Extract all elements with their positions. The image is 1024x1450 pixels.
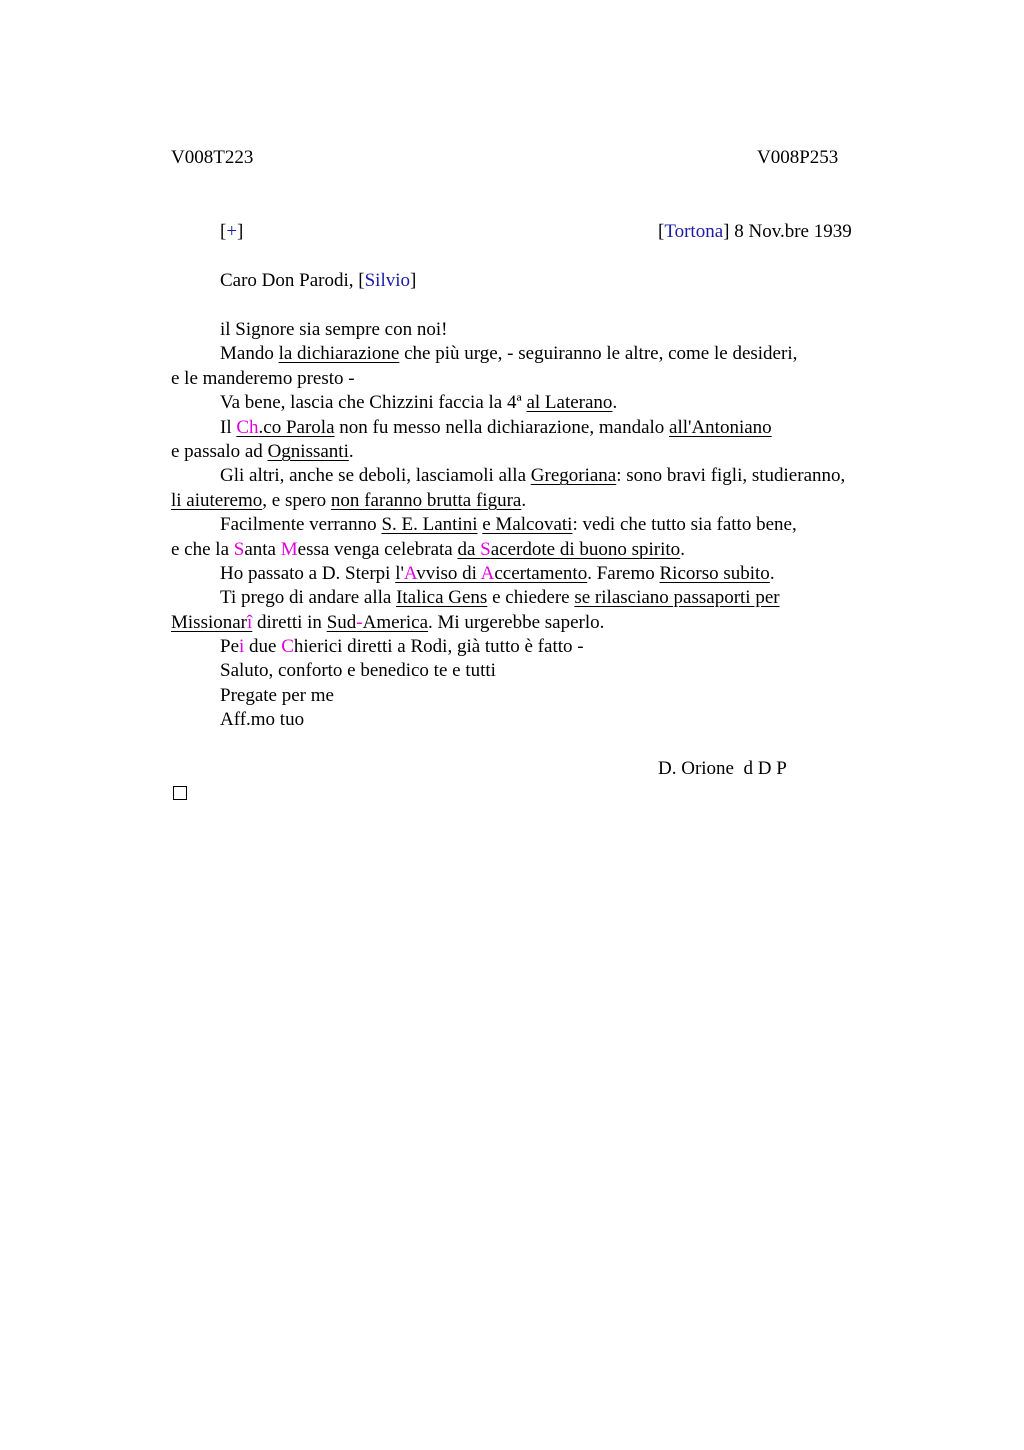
text-line: Aff.mo tuo — [220, 709, 305, 731]
text: Ti prego di andare alla — [220, 587, 397, 609]
checkbox-icon — [173, 786, 187, 800]
text-line — [171, 440, 931, 464]
text-line — [171, 464, 931, 488]
cross-text: + — [226, 221, 238, 242]
underlined-text: li aiuteremo — [171, 489, 263, 511]
text: vviso di — [416, 562, 481, 584]
text-line: il Signore sia sempre con noi! — [220, 319, 448, 340]
text: Missionar — [171, 611, 247, 633]
text: Gli altri, anche se deboli, lasciamoli alla — [220, 465, 531, 487]
underlined-text: Ognissanti — [267, 440, 349, 462]
text-line — [171, 562, 931, 586]
correction-text: S — [480, 538, 491, 560]
correction-text: i — [239, 636, 245, 658]
salutation — [220, 270, 416, 292]
recipient-name: Silvio — [364, 270, 410, 291]
text-line — [171, 342, 931, 366]
text: non fu messo nella dichiarazione, mandalo — [334, 416, 670, 438]
underlined-text: Ricorso subito — [659, 562, 770, 584]
underlined-text: Italica Gens — [396, 587, 488, 609]
text: . Mi urgerebbe saperlo. — [428, 611, 605, 633]
text: . — [612, 392, 618, 414]
correction-text: A — [480, 562, 495, 584]
underlined-text: Gregoriana — [530, 465, 617, 487]
text: , e spero — [262, 489, 331, 511]
underlined-text: all'Antoniano — [669, 416, 772, 438]
text: . Faremo — [587, 562, 660, 584]
underlined-text — [236, 417, 334, 438]
underlined-text: S. E. Lantini — [381, 514, 478, 536]
text: hierici diretti a Rodi, già tutto è fatto - — [293, 636, 584, 658]
text: essa venga celebrata — [297, 538, 458, 560]
text-line: Saluto, conforto e benedico te e tutti — [220, 660, 496, 682]
text: Pe — [220, 636, 239, 658]
text: . — [348, 440, 354, 462]
bracket: ] — [723, 221, 730, 242]
text: da — [457, 538, 481, 560]
underlined-text: non faranno brutta figura — [330, 489, 522, 511]
signature: D. Orione d D P — [658, 758, 787, 779]
text-line — [171, 538, 931, 562]
text: . — [680, 538, 685, 560]
text: . — [521, 489, 527, 511]
text: Va bene, lascia che Chizzini faccia la 4ª — [220, 392, 527, 414]
text: Ho passato a D. Sterpi — [220, 562, 396, 584]
correction-text: M — [280, 538, 298, 560]
text-line — [171, 635, 931, 659]
text: e passalo ad — [171, 440, 268, 462]
bracket: ] — [410, 270, 417, 291]
text-line — [171, 586, 931, 610]
text-line — [171, 416, 931, 440]
left-code: V008T223 — [171, 147, 254, 168]
bracket: [ — [658, 221, 665, 242]
bracket: [ — [358, 270, 365, 291]
text: ccertamento — [494, 562, 588, 584]
text-line — [171, 489, 931, 513]
text: .co Parola — [258, 416, 335, 438]
underlined-text — [171, 612, 252, 633]
text: Facilmente verranno — [220, 514, 382, 536]
text-line: e le manderemo presto - — [171, 367, 355, 389]
text: acerdote di buono spirito — [490, 538, 681, 560]
text: e chiedere — [487, 587, 575, 609]
correction-text: - — [356, 611, 363, 633]
correction-text: Ch — [236, 416, 259, 438]
text-line — [171, 513, 931, 537]
underlined-text — [457, 539, 680, 560]
text: Mando — [220, 343, 279, 365]
correction-text: C — [281, 636, 294, 658]
text: Sud — [326, 611, 357, 633]
text: . — [769, 562, 775, 584]
letter-date: 8 Nov.bre 1939 — [729, 221, 852, 242]
underlined-text: e Malcovati — [482, 514, 573, 536]
place-date — [658, 221, 852, 243]
letter-body — [171, 318, 931, 733]
text-line: Pregate per me — [220, 684, 334, 706]
text-line — [171, 611, 931, 635]
text: anta — [244, 538, 281, 560]
text: che più urge, - seguiranno le altre, come le desideri, — [399, 343, 798, 365]
text: e che la — [171, 538, 234, 560]
underlined-text: se rilasciano passaporti per — [574, 587, 780, 609]
text: : vedi che tutto sia fatto bene, — [572, 514, 797, 536]
text: : sono bravi figli, studieranno, — [616, 465, 846, 487]
text: Il — [220, 416, 237, 438]
right-code: V008P253 — [757, 147, 839, 168]
salutation-text: Caro Don Parodi, — [220, 270, 359, 291]
underlined-text: la dichiarazione — [278, 343, 400, 365]
text-line — [171, 391, 931, 415]
correction-text: î — [247, 611, 253, 633]
text: diretti in — [252, 611, 327, 633]
text: l' — [395, 562, 404, 584]
underlined-text — [395, 563, 587, 584]
text: due — [244, 636, 282, 658]
text: America — [362, 611, 428, 633]
correction-text: A — [403, 562, 417, 584]
place-name: Tortona — [664, 221, 724, 242]
cross-mark — [220, 221, 243, 243]
correction-text: S — [233, 538, 245, 560]
bracket: [ — [220, 221, 227, 242]
underlined-text — [327, 612, 428, 633]
underlined-text: al Laterano — [526, 392, 613, 414]
bracket: ] — [237, 221, 244, 242]
